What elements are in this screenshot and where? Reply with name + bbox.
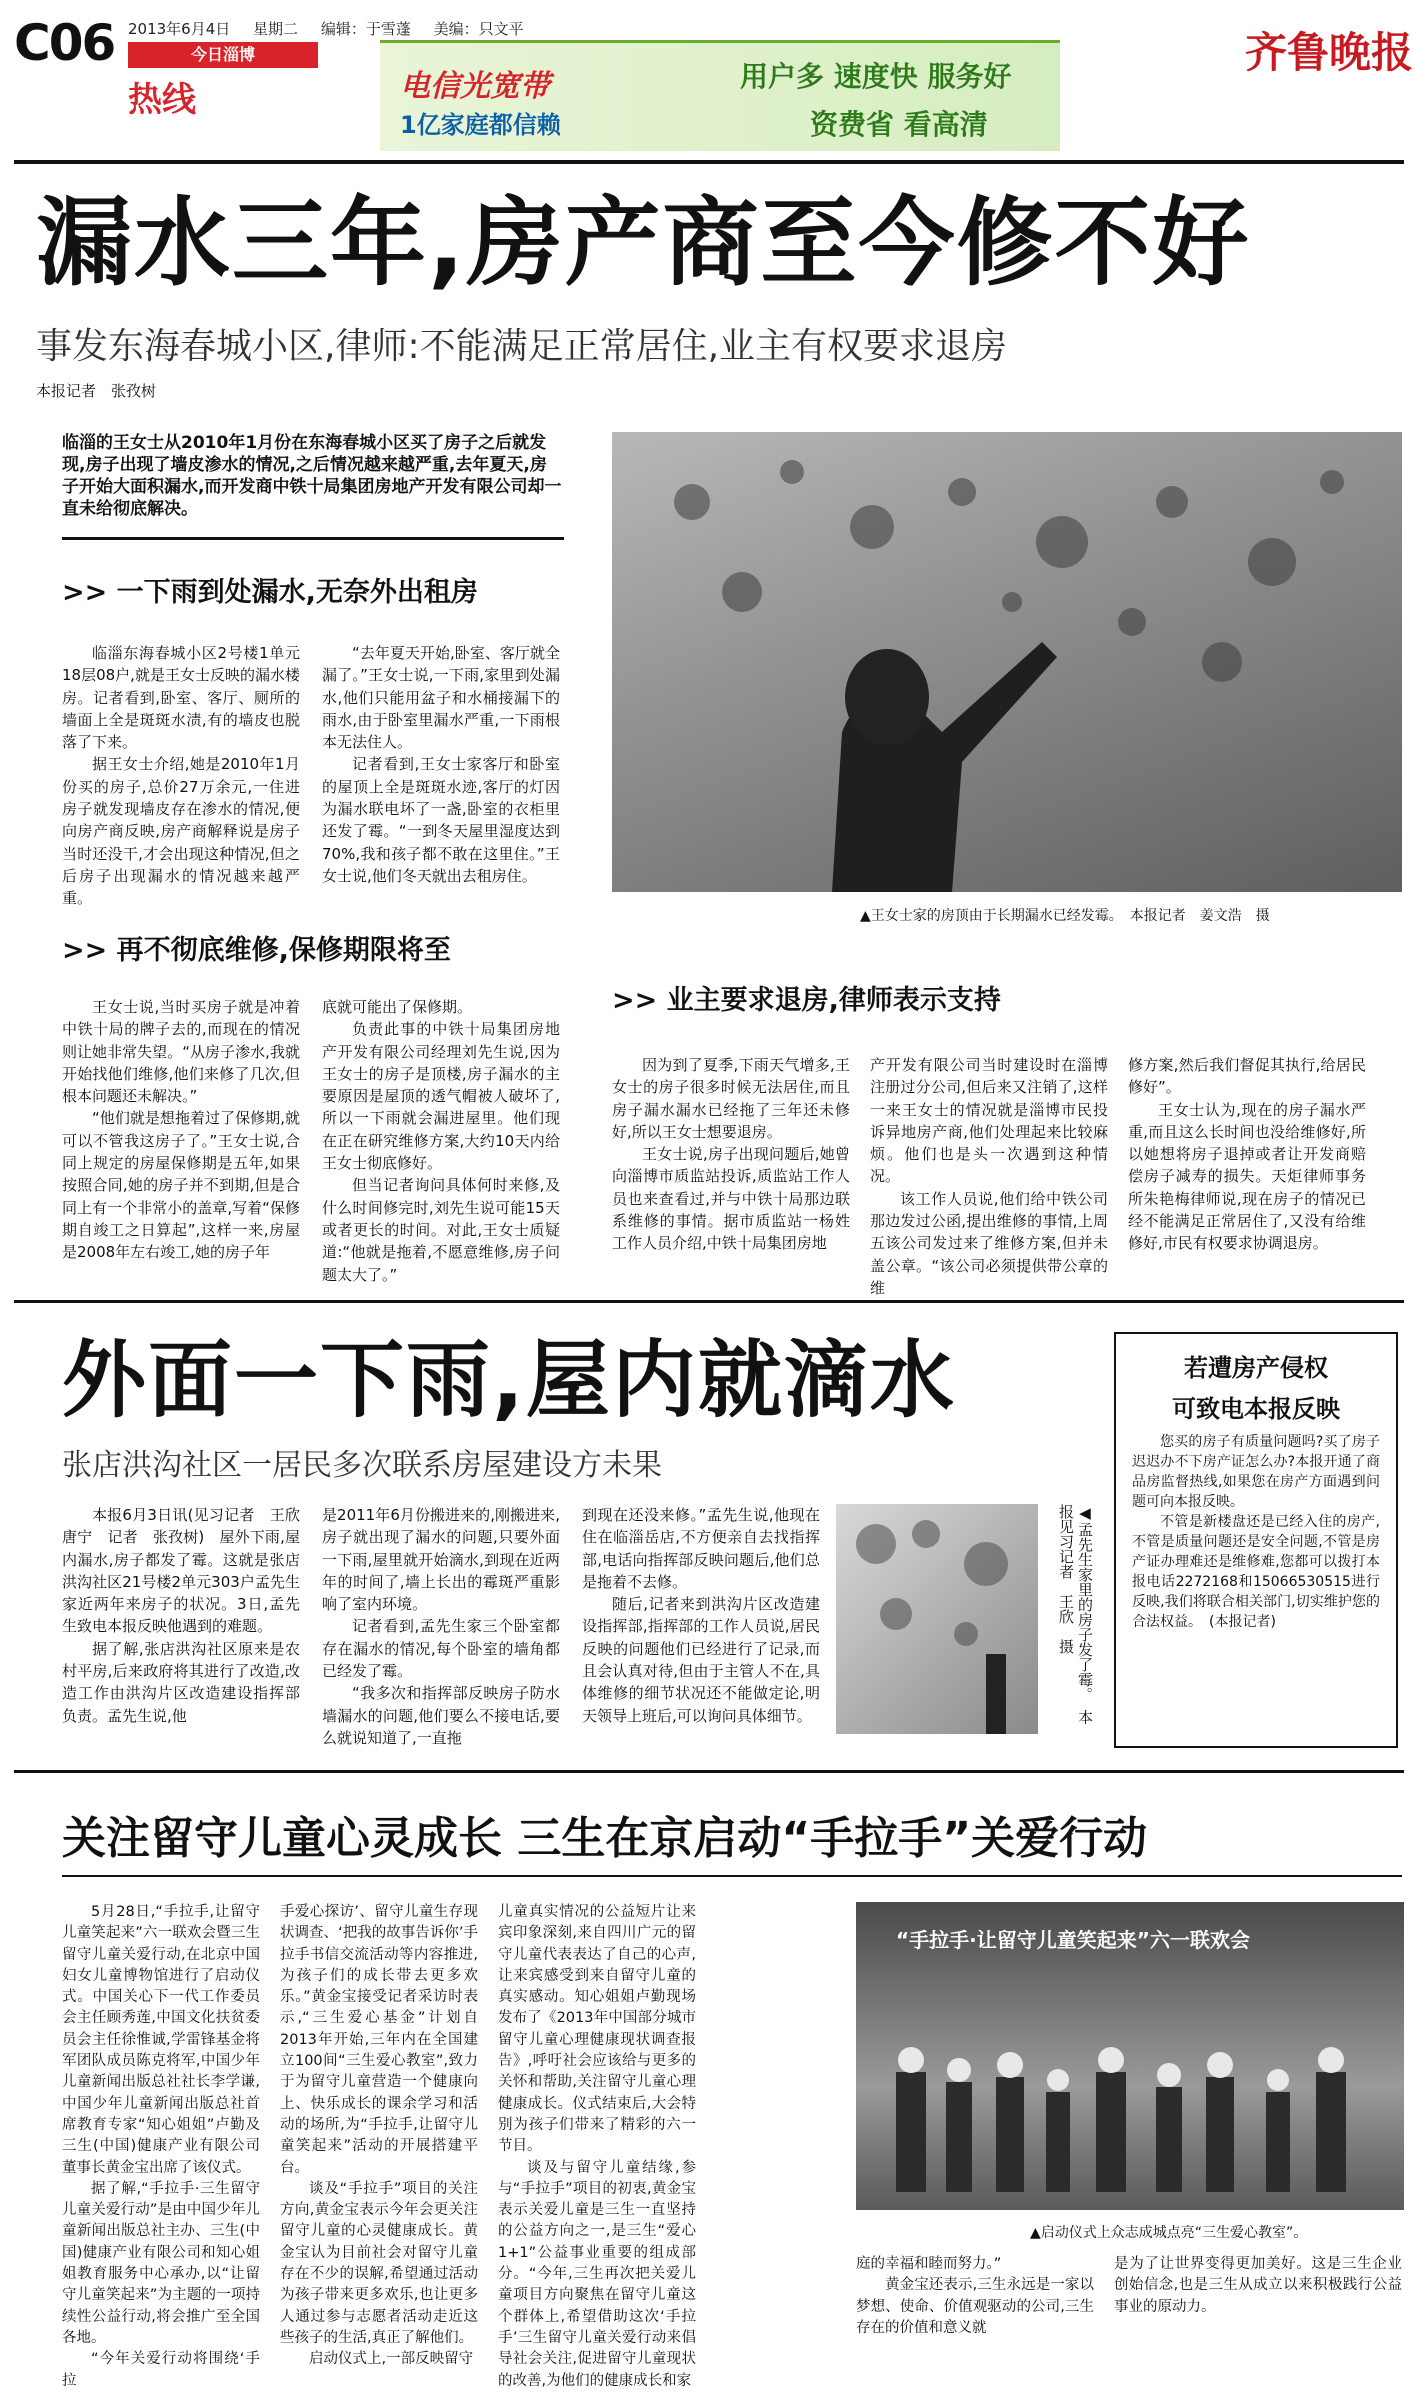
- article1-subhead-1: >> 一下雨到处漏水,无奈外出租房: [62, 577, 478, 608]
- paragraph: “我多次和指挥部反映房子防水墙漏水的问题,他们要么不接电话,要么就说知道了,一直拖: [322, 1684, 560, 1747]
- photo-illustration: [612, 432, 1402, 892]
- article2-col-2: [322, 1504, 560, 1749]
- ad-line-1: 电信光宽带: [400, 69, 550, 104]
- paragraph: 据了解,“手拉手·三生留守儿童关爱行动”是由中国少年儿童新闻出版总社主办、三生(中国)健康产业有限公司和知心姐姐教育服务中心承办,以“让留守儿童笑起来”为主题的一项持续性公益行动,将会推广至全国各地。: [62, 2180, 260, 2346]
- ad-banner: [380, 40, 1060, 151]
- article1-byline: 本报记者 张孜树: [36, 382, 157, 400]
- header-rule: [14, 160, 1404, 164]
- paragraph: 随后,记者来到洪沟片区改造建设指挥部,指挥部的工作人员说,居民反映的问题他们已经进行了记录,而且会认真对待,但由于主管人不在,具体维修的细节状况还不能做定论,明天领导上班后,可以询问具体细节。: [582, 1595, 820, 1725]
- article1-subhead-3: >> 业主要求退房,律师表示支持: [612, 985, 1001, 1016]
- article3-col-2: [280, 1902, 478, 2371]
- paragraph: 记者看到,孟先生家三个卧室都存在漏水的情况,每个卧室的墙角都已经发了霉。: [322, 1617, 560, 1681]
- paragraph: 本报6月3日讯(见习记者 王欣 唐宁 记者 张孜树) 屋外下雨,屋内漏水,房子都发了霉。这就是张店洪沟社区21号楼2单元303户孟先生家近两年来房子的状况。3日,孟先生致电本报反映他遇到的难题。: [62, 1506, 316, 1636]
- paragraph: 产开发有限公司当时建设时在淄博注册过分公司,但后来又注销了,这样一来王女士的情况就是淄博市民投诉异地房产商,他们处理起来比较麻烦。他们也是头一次遇到这种情况。: [870, 1056, 1108, 1186]
- box-title-2: 可致电本报反映: [1172, 1395, 1340, 1423]
- issue-meta: [128, 18, 542, 39]
- article3-col-4: [856, 2254, 1094, 2339]
- paragraph: 启动仪式上,一部反映留守: [309, 2351, 474, 2368]
- paragraph: 负责此事的中铁十局集团房地产开发有限公司经理刘先生说,因为王女士的房子是顶楼,房子漏水的主要原因是屋顶的透气帽被人破坏了,所以一下雨就会漏进屋里。他们现在正在研究维修方案,大约10天内给王女士彻底修好。: [322, 1020, 560, 1173]
- article1-col-2: [322, 642, 560, 887]
- section-rule-2: [14, 1770, 1404, 1773]
- paragraph: 是2011年6月份搬进来的,刚搬进来,房子就出现了漏水的问题,只要外面一下雨,屋里就开始滴水,到现在近两年的时间了,墙上长出的霉斑严重影响了室内环境。: [322, 1506, 560, 1614]
- section-rule-1: [14, 1300, 1404, 1303]
- paragraph: 庭的幸福和睦而努力。”: [856, 2256, 1002, 2272]
- photo-banner-text: “手拉手·让留守儿童笑起来”六一联欢会: [896, 1928, 1250, 1952]
- lead-rule: [62, 537, 564, 540]
- issue-weekday: 星期二: [253, 20, 299, 38]
- paragraph: 谈及“手拉手”项目的关注方向,黄金宝表示今年会更关注留守儿童的心灵健康成长。黄金宝认为目前社会对留守儿童存在不少的误解,希望通过活动为孩子带来更多欢乐,也让更多人通过参与志愿者活动走近这些孩子的生活,真正了解他们。: [280, 2180, 478, 2346]
- article1-col-4: [322, 996, 560, 1286]
- photo-caption-2: ◀孟先生家里的房子发了霉。 本报见习记者 王欣 摄: [1057, 1504, 1094, 1725]
- paragraph: 儿童真实情况的公益短片让来宾印象深刻,来自四川广元的留守儿童代表表达了自己的心声,让来宾感受到来自留守儿童的真实感动。知心姐姐卢勤现场发布了《2013年中国部分城市留守儿童心理健康现状调查报告》,呼吁社会应该给与更多的关怀和帮助,关注留守儿童心理健康成长。仪式结束后,大会特别为孩子们带来了精彩的六一节目。: [498, 1904, 696, 2155]
- article3-headline: 关注留守儿童心灵成长 三生在京启动“手拉手”关爱行动: [62, 1813, 1148, 1864]
- paragraph: 临淄东海春城小区2号楼1单元18层08户,就是王女士反映的漏水楼房。记者看到,卧室、客厅、厕所的墙面上全是斑斑水渍,有的墙皮也脱落了下来。: [62, 644, 300, 752]
- paragraph: 据了解,张店洪沟社区原来是农村平房,后来政府将其进行了改造,改造工作由洪沟片区改造建设指挥部负责。孟先生说,他: [62, 1639, 300, 1725]
- paragraph: 该工作人员说,他们给中铁公司那边发过公函,提出维修的事情,上周五该公司发过来了维修方案,但并未盖公章。“该公司必须提供带公章的维: [870, 1189, 1108, 1297]
- complaint-box: [1114, 1332, 1398, 1748]
- paragraph: 谈及与留守儿童结缘,参与“手拉手”项目的初衷,黄金宝表示关爱儿童是三生一直坚持的公益方向之一,是三生“爱心1+1”公益事业重要的组成部分。“今年,三生再次把关爱儿童项目方向聚焦在留守儿童这个群体上,希望借助这次‘手拉手’三生留守儿童关爱行动来倡导社会关注,促进留守儿童现状的改善,为他们的健康成长和家: [498, 2159, 696, 2389]
- paragraph: “去年夏天开始,卧室、客厅就全漏了。”王女士说,一下雨,家里到处漏水,他们只能用盆子和水桶接漏下的雨水,由于卧室里漏水严重,一下雨根本无法住人。: [322, 644, 560, 752]
- moldy-room-photo: [836, 1504, 1038, 1734]
- ad-line-2: 1亿家庭都信赖: [400, 111, 561, 139]
- paragraph: 黄金宝还表示,三生永远是一家以梦想、使命、价值观驱动的公司,三生存在的价值和意义就: [856, 2277, 1094, 2336]
- article1-col-5: [612, 1054, 850, 1255]
- newspaper-logo: 齐鲁晚报: [1245, 28, 1414, 77]
- paragraph: 据王女士介绍,她是2010年1月份买的房子,总价27万余元,一住进房子就发现墙皮存在渗水的情况,便向房产商反映,房产商解释说是房子当时还没干,才会出现这种情况,但之后房子出现漏水的情况越来越严重。: [62, 755, 300, 908]
- paragraph: 是为了让世界变得更加美好。这是三生企业创始信念,也是三生从成立以来积极践行公益事业的原动力。: [1114, 2256, 1402, 2315]
- article1-col-3: [62, 996, 300, 1264]
- article1-col-7: [1128, 1054, 1366, 1255]
- article3-col-5: [1114, 2254, 1402, 2318]
- article2-col-1: [62, 1504, 316, 1727]
- article1-subheadline: 事发东海春城小区,律师:不能满足正常居住,业主有权要求退房: [36, 326, 1008, 367]
- photo-caption-3: ▲启动仪式上众志成城点亮“三生爱心教室”。: [1030, 2225, 1308, 2241]
- article1-lead: 临淄的王女士从2010年1月份在东海春城小区买了房子之后就发现,房子出现了墙皮渗水的情况,之后情况越来越严重,去年夏天,房子开始大面积漏水,而开发商中铁十局集团房地产开发有限公司却一直未给彻底解决。: [62, 433, 562, 519]
- photo-illustration: [836, 1504, 1038, 1734]
- article1-col-1: [62, 642, 300, 910]
- issue-date: 2013年6月4日: [128, 20, 231, 38]
- paragraph: 记者看到,王女士家客厅和卧室的屋顶上全是斑斑水迹,客厅的灯因为漏水联电坏了一盏,卧室的衣柜里还发了霉。“一到冬天屋里湿度达到70%,我和孩子都不敢在这里住。”王女士说,他们冬天就出去租房住。: [322, 755, 560, 885]
- article2-col-3: [582, 1504, 820, 1727]
- paragraph: 手爱心探访’、留守儿童生存现状调查、‘把我的故事告诉你’手拉手书信交流活动等内容推进,为孩子们的成长带去更多欢乐。”黄金宝接受记者采访时表示,“三生爱心基金”计划自2013年开始,三年内在全国建立100间“三生爱心教室”,致力于为留守儿童营造一个健康向上、快乐成长的课余学习和活动的场所,为“手拉手,让留守儿童笑起来”活动的开展搭建平台。: [280, 1904, 478, 2176]
- article3-col-3: [498, 1902, 696, 2392]
- paragraph: 王女士说,当时买房子就是冲着中铁十局的牌子去的,而现在的情况则让她非常失望。“从房子渗水,我就开始找他们维修,他们来修了几次,但根本问题还未解决。”: [62, 998, 300, 1106]
- page-number: C06: [14, 14, 115, 72]
- section-tag: 今日淄博: [128, 42, 318, 68]
- ceremony-photo: [856, 1902, 1404, 2210]
- article1-col-6: [870, 1054, 1108, 1299]
- issue-designer: 美编：只文平: [433, 20, 524, 38]
- issue-editor: 编辑：于雪蓬: [320, 20, 411, 38]
- headline-rule: [62, 1875, 1402, 1877]
- paragraph: 但当记者询问具体何时来修,及什么时间修完时,刘先生说可能15天或者更长的时间。对此,王女士质疑道:“他就是拖着,不愿意维修,房子问题太大了。”: [322, 1176, 560, 1284]
- article2-subheadline: 张店洪沟社区一居民多次联系房屋建设方未果: [62, 1448, 662, 1483]
- paragraph: 王女士认为,现在的房子漏水严重,而且这么长时间也没给维修好,所以她想将房子退掉或者让开发商赔偿房子减寿的损失。天炬律师事务所朱艳梅律师说,现在房子的情况已经不能满足正常居住了,又没有给维修好,市民有权要求协调退房。: [1128, 1100, 1366, 1253]
- paragraph: “今年关爱行动将围绕‘手拉: [62, 2351, 260, 2389]
- paragraph: 您买的房子有质量问题吗?买了房子迟迟办不下房产证怎么办?本报开通了商品房监督热线,如果您在房产方面遇到问题可向本报反映。: [1132, 1434, 1380, 1510]
- paragraph: 因为到了夏季,下雨天气增多,王女士的房子很多时候无法居住,而且房子漏水漏水已经拖了三年还未修好,所以王女士想要退房。: [612, 1056, 850, 1141]
- box-body: [1132, 1432, 1380, 1632]
- paragraph: 不管是新楼盘还是已经入住的房产,不管是质量问题还是安全问题,不管是房产证办理难还是维修难,您都可以拨打本报电话2272168和15066530515进行反映,我们将联合相关部门,切实维护您的合法权益。 (本报记者): [1132, 1514, 1380, 1630]
- leaky-ceiling-photo: [612, 432, 1402, 892]
- ad-line-4: 资费省 看高清: [810, 108, 988, 141]
- paragraph: “他们就是想拖着过了保修期,就可以不管我这房子了。”王女士说,合同上规定的房屋保修期是五年,如果按照合同,她的房子并不到期,但是合同上有一个非常小的盖章,写着“保修期自竣工之日算起”,这样一来,房屋是2008年左右竣工,她的房子年: [62, 1109, 300, 1262]
- article3-col-1: [62, 1902, 260, 2392]
- box-title-1: 若遭房产侵权: [1184, 1354, 1328, 1382]
- article1-subhead-2: >> 再不彻底维修,保修期限将至: [62, 935, 451, 966]
- paragraph: 底就可能出了保修期。: [322, 998, 473, 1016]
- article1-headline: 漏水三年,房产商至今修不好: [36, 187, 1251, 299]
- article2-headline: 外面一下雨,屋内就滴水: [62, 1331, 956, 1429]
- paragraph: 到现在还没来修。”孟先生说,他现在住在临淄岳店,不方便亲自去找指挥部,电话向指挥部反映问题后,他们总是拖着不去修。: [582, 1506, 820, 1591]
- paragraph: 5月28日,“手拉手,让留守儿童笑起来”六一联欢会暨三生留守儿童关爱行动,在北京中国妇女儿童博物馆进行了启动仪式。中国关心下一代工作委员会主任顾秀莲,中国文化扶贫委员会主任徐惟诚,学雷锋基金将军团队成员陈克将军,中国少年儿童新闻出版总社社长李学谦,中国少年儿童新闻出版总社首席教育专家“知心姐姐”卢勤及三生(中国)健康产业有限公司董事长黄金宝出席了该仪式。: [62, 1904, 260, 2176]
- section-title: 热线: [128, 80, 196, 120]
- paragraph: 王女士说,房子出现问题后,她曾向淄博市质监站投诉,质监站工作人员也来查看过,并与中铁十局那边联系维修的事情。据市质监站一杨姓工作人员介绍,中铁十局集团房地: [612, 1145, 850, 1253]
- ad-line-3: 用户多 速度快 服务好: [740, 60, 1012, 93]
- paragraph: 修方案,然后我们督促其执行,给居民修好”。: [1128, 1056, 1366, 1097]
- photo-caption-1: ▲王女士家的房顶由于长期漏水已经发霉。 本报记者 姜文浩 摄: [860, 908, 1270, 924]
